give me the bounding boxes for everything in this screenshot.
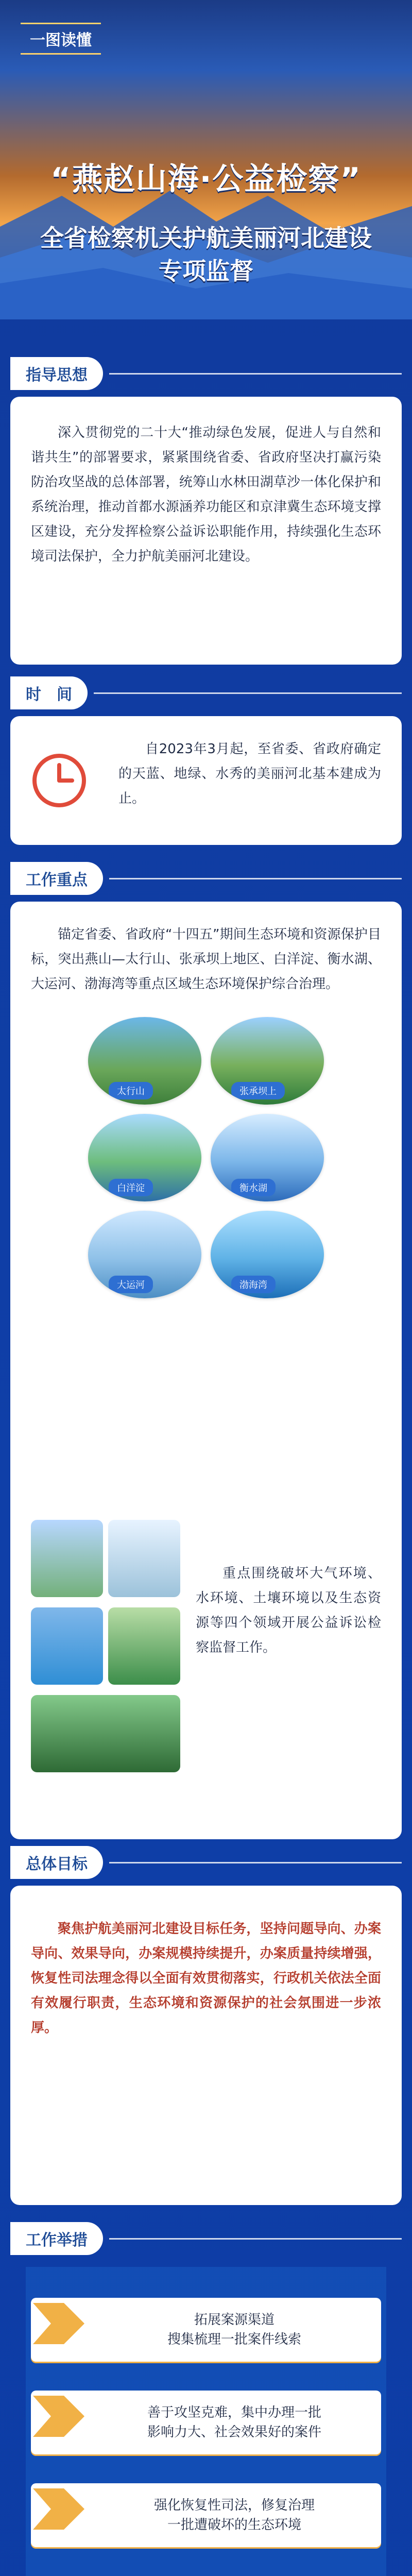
section-guiding bbox=[10, 355, 402, 665]
section-goal bbox=[10, 1844, 402, 2205]
content-card bbox=[10, 1886, 402, 2205]
section-header bbox=[10, 675, 402, 711]
region-caption: 张承坝上 bbox=[231, 1082, 285, 1099]
collage-image bbox=[108, 1520, 180, 1597]
region-image bbox=[211, 1211, 324, 1298]
collage-image bbox=[31, 1695, 180, 1772]
region-images bbox=[31, 1017, 381, 1298]
section-title: 总体目标 bbox=[10, 1846, 103, 1879]
focus-text-1: 锚定省委、省政府“十四五”期间生态环境和资源保护目标，突出燕山—太行山、张承坝上地区、白洋淀、衡水湖、大运河、渤海湾等重点区域生态环境保护综合治理。 bbox=[31, 927, 381, 992]
arrow-icon bbox=[28, 2571, 90, 2576]
region-caption: 白洋淀 bbox=[109, 1179, 153, 1196]
measures-list bbox=[31, 2298, 381, 2576]
section-focus bbox=[10, 860, 402, 1839]
region-image bbox=[211, 1114, 324, 1201]
environment-collage bbox=[31, 1520, 185, 1777]
section-measures bbox=[10, 2221, 402, 2533]
measure-item bbox=[31, 2483, 381, 2547]
section-header bbox=[10, 355, 402, 392]
goal-text: 聚焦护航美丽河北建设目标任务，坚持问题导向、办案导向、效果导向，办案规模持续提升，办案质量持续增强，恢复性司法理念得以全面有效贯彻落实，行政机关依法全面有效履行职责，生态环境和资源保护的社会氛围进一步浓厚。 bbox=[31, 1921, 381, 2036]
content-card bbox=[10, 397, 402, 665]
collage-image bbox=[108, 1607, 180, 1685]
hero-subtitle bbox=[0, 222, 412, 287]
divider bbox=[109, 1862, 402, 1863]
content-card bbox=[10, 716, 402, 845]
measure-text: 善于攻坚克难，集中办理一批 影响力大、社会效果好的案件 bbox=[147, 2405, 321, 2440]
section-title: 工作重点 bbox=[10, 862, 103, 895]
hero-title: “燕赵山海·公益检察” bbox=[50, 161, 362, 197]
section-header bbox=[10, 2221, 402, 2257]
region-caption: 太行山 bbox=[109, 1082, 153, 1099]
measure-text: 强化恢复性司法，修复治理 一批遭破坏的生态环境 bbox=[153, 2498, 315, 2533]
collage-image bbox=[31, 1520, 103, 1597]
section-title: 工作举措 bbox=[10, 2222, 103, 2255]
region-image bbox=[88, 1114, 201, 1201]
hero-subtitle-line2: 专项监督 bbox=[159, 257, 253, 285]
region-caption: 衡水湖 bbox=[231, 1179, 276, 1196]
section-header bbox=[10, 860, 402, 896]
region-image bbox=[88, 1211, 201, 1298]
arrow-icon bbox=[28, 2293, 90, 2354]
divider bbox=[109, 2238, 402, 2240]
focus-text-2: 重点围绕破坏大气环境、水环境、土壤环境以及生态资源等四个领域开展公益诉讼检察监督工作。 bbox=[196, 1566, 381, 1655]
hero-subtitle-line1: 全省检察机关护航美丽河北建设 bbox=[40, 224, 372, 252]
hero-tag: 一图读懂 bbox=[21, 23, 101, 55]
collage-image bbox=[31, 1607, 103, 1685]
time-text: 自2023年3月起，至省委、省政府确定的天蓝、地绿、水秀的美丽河北基本建成为止。 bbox=[118, 741, 381, 806]
section-header bbox=[10, 1844, 402, 1880]
region-caption: 渤海湾 bbox=[231, 1276, 276, 1293]
region-image bbox=[88, 1017, 201, 1105]
divider bbox=[109, 878, 402, 879]
measure-text: 拓展案源渠道 搜集梳理一批案件线索 bbox=[167, 2312, 301, 2347]
measure-item bbox=[31, 2298, 381, 2362]
region-image bbox=[211, 1017, 324, 1105]
region-caption: 大运河 bbox=[109, 1276, 153, 1293]
divider bbox=[94, 692, 402, 694]
section-title: 指导思想 bbox=[10, 357, 103, 390]
hero-banner bbox=[0, 0, 412, 319]
section-time bbox=[10, 675, 402, 845]
measure-item bbox=[31, 2391, 381, 2454]
arrow-icon bbox=[28, 2478, 90, 2540]
divider bbox=[109, 373, 402, 375]
content-card bbox=[10, 902, 402, 1839]
clock-icon bbox=[26, 747, 93, 814]
section-title: 时 间 bbox=[10, 676, 88, 709]
arrow-icon bbox=[28, 2385, 90, 2447]
guiding-text: 深入贯彻党的二十大“推动绿色发展，促进人与自然和谐共生”的部署要求，紧紧围绕省委、省政府坚决打赢污染防治攻坚战的总体部署，统筹山水林田湖草沙一体化保护和系统治理，推动首都水源涵养功能区和京津冀生态环境支撑区建设，充分发挥检察公益诉讼职能作用，持续强化生态环境司法保护，全力护航美丽河北建设。 bbox=[31, 425, 381, 564]
